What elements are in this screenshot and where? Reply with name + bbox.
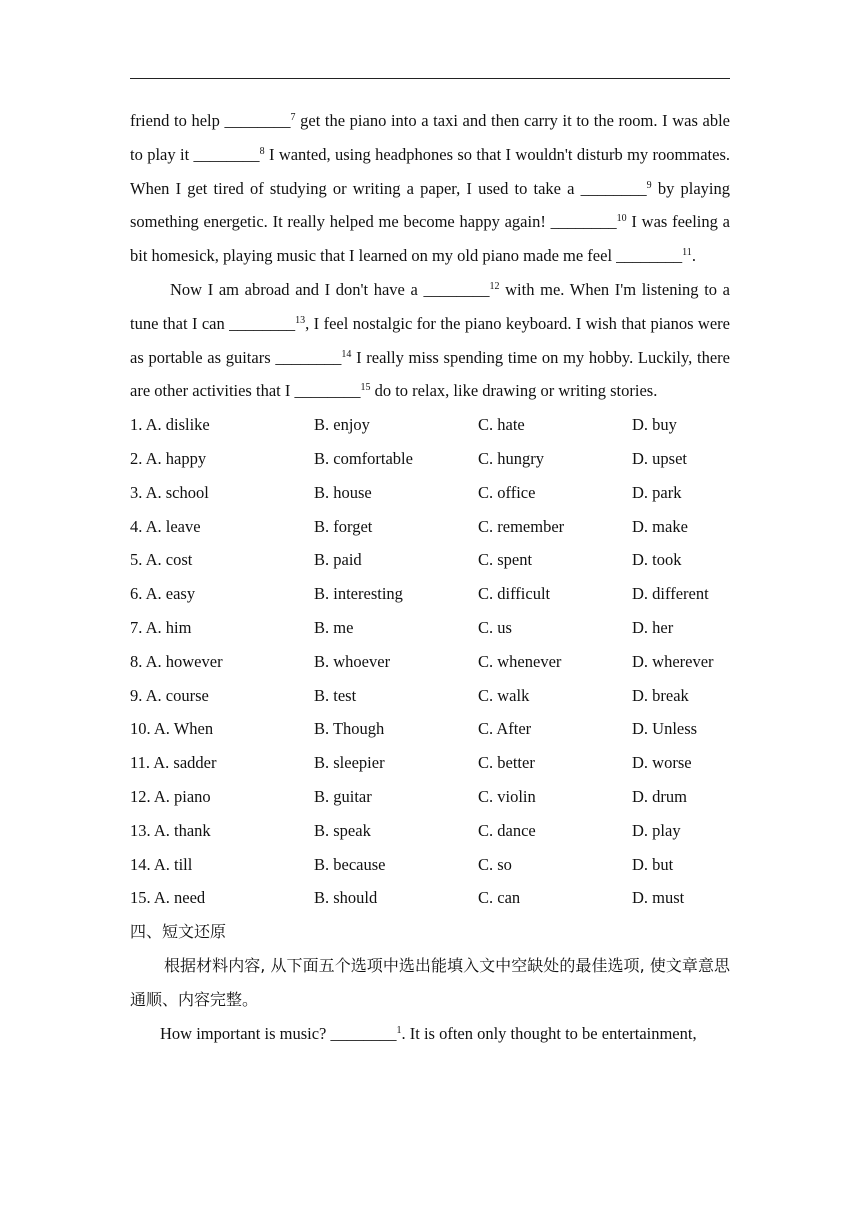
header-rule	[130, 78, 730, 79]
option-a: 12. A. piano	[130, 786, 211, 806]
option-d: D. make	[632, 516, 688, 536]
option-c: C. dance	[478, 820, 536, 840]
blank-number: 13	[295, 314, 306, 326]
option-b: B. speak	[314, 820, 371, 840]
option-b: B. enjoy	[314, 415, 370, 435]
passage-text: get the piano into a taxi and then carry it to the room. I was able to play it ________	[130, 111, 730, 164]
passage-text: How important is music? ________	[160, 1023, 397, 1043]
section-passage-first-line	[130, 1017, 730, 1051]
option-a: 6. A. easy	[130, 584, 196, 604]
option-b: B. guitar	[314, 786, 372, 806]
option-row	[130, 543, 730, 577]
option-d: D. her	[632, 617, 674, 637]
passage-text: Now I am abroad and I don't have a ________	[170, 279, 490, 299]
option-row	[130, 679, 730, 713]
option-a: 5. A. cost	[130, 550, 193, 570]
option-a: 15. A. need	[130, 888, 206, 908]
option-b: B. interesting	[314, 584, 403, 604]
blank-number: 1	[396, 1024, 402, 1036]
option-a: 14. A. till	[130, 854, 193, 874]
option-c: C. walk	[478, 685, 530, 705]
option-b: B. comfortable	[314, 448, 413, 468]
option-b: B. sleepier	[314, 753, 385, 773]
option-c: C. difficult	[478, 584, 551, 604]
document-body	[130, 104, 730, 1050]
option-row	[130, 881, 730, 915]
option-row	[130, 476, 730, 510]
passage-paragraph-2	[130, 273, 730, 408]
passage-text: , I feel nostalgic for the piano keyboard. I wish that pianos were as portable as guitars ________	[130, 313, 730, 367]
option-a: 9. A. course	[130, 685, 209, 705]
option-b: B. Though	[314, 719, 385, 739]
passage-text: I really miss spending time on my hobby. Luckily, there are other activities that I ________	[130, 347, 730, 401]
option-row	[130, 510, 730, 544]
blank-number: 12	[489, 280, 500, 292]
option-c: C. violin	[478, 786, 536, 806]
blank-number: 10	[616, 213, 627, 225]
option-b: B. test	[314, 685, 357, 705]
passage-text: with me. When I'm listening to a tune that I can ________	[130, 279, 730, 333]
option-c: C. so	[478, 854, 512, 874]
option-b: B. house	[314, 482, 372, 502]
passage-text: .	[691, 246, 696, 266]
option-row	[130, 442, 730, 476]
option-row	[130, 780, 730, 814]
option-row	[130, 611, 730, 645]
option-c: C. spent	[478, 550, 533, 570]
option-b: B. should	[314, 888, 378, 908]
option-c: C. whenever	[478, 651, 562, 671]
option-c: C. can	[478, 888, 521, 908]
option-d: D. but	[632, 854, 674, 874]
option-row	[130, 746, 730, 780]
passage-text: . It is often only thought to be entertainment,	[401, 1023, 697, 1043]
option-d: D. wherever	[632, 651, 714, 671]
option-c: C. hungry	[478, 448, 544, 468]
option-b: B. paid	[314, 550, 362, 570]
option-c: C. remember	[478, 516, 565, 536]
blank-number: 11	[682, 247, 692, 259]
option-row	[130, 848, 730, 882]
blank-number: 15	[360, 382, 371, 394]
option-b: B. because	[314, 854, 386, 874]
section-heading: 四、短文还原	[130, 922, 227, 942]
option-a: 13. A. thank	[130, 820, 211, 840]
option-d: D. worse	[632, 753, 692, 773]
blank-number: 14	[341, 348, 352, 360]
option-a: 11. A. sadder	[130, 753, 217, 773]
option-d: D. Unless	[632, 719, 698, 739]
option-c: C. After	[478, 719, 532, 739]
option-a: 3. A. school	[130, 482, 209, 502]
option-a: 4. A. leave	[130, 516, 201, 536]
option-d: D. drum	[632, 786, 687, 806]
option-d: D. park	[632, 482, 682, 502]
blank-number: 7	[290, 112, 296, 123]
option-a: 10. A. When	[130, 719, 214, 739]
passage-text: I wanted, using headphones so that I wouldn't disturb my roommates. When I get tired of studying or writing a paper, I used to take a ________	[130, 144, 730, 198]
option-row	[130, 814, 730, 848]
option-d: D. play	[632, 820, 681, 840]
passage-paragraph-1	[130, 104, 730, 273]
passage-text: by playing something energetic. It really helped me become happy again! ________	[130, 178, 730, 232]
blank-number: 9	[646, 179, 652, 191]
option-d: D. break	[632, 685, 689, 705]
option-b: B. me	[314, 617, 354, 637]
option-b: B. whoever	[314, 651, 391, 671]
option-d: D. different	[632, 584, 709, 604]
option-a: 2. A. happy	[130, 448, 207, 468]
option-row	[130, 645, 730, 679]
option-a: 7. A. him	[130, 617, 192, 637]
passage-text: I was feeling a bit homesick, playing music that I learned on my old piano made me feel ________	[130, 212, 730, 266]
option-c: C. office	[478, 482, 536, 502]
blank-number: 8	[259, 145, 265, 157]
option-d: D. took	[632, 550, 682, 570]
option-row	[130, 577, 730, 611]
option-c: C. hate	[478, 415, 525, 435]
answer-options	[130, 408, 730, 915]
option-c: C. us	[478, 617, 512, 637]
option-c: C. better	[478, 753, 535, 773]
option-d: D. must	[632, 888, 685, 908]
option-a: 8. A. however	[130, 651, 223, 671]
option-d: D. upset	[632, 448, 687, 468]
passage-text: friend to help ________	[130, 111, 291, 130]
option-b: B. forget	[314, 516, 373, 536]
passage-text: do to relax, like drawing or writing stories.	[370, 381, 658, 401]
section-instruction: 根据材料内容, 从下面五个选项中选出能填入文中空缺处的最佳选项, 使文章意思通顺、内容完整。	[130, 955, 730, 1009]
option-row	[130, 408, 730, 442]
option-a: 1. A. dislike	[130, 415, 210, 435]
option-d: D. buy	[632, 415, 677, 435]
option-row	[130, 712, 730, 746]
